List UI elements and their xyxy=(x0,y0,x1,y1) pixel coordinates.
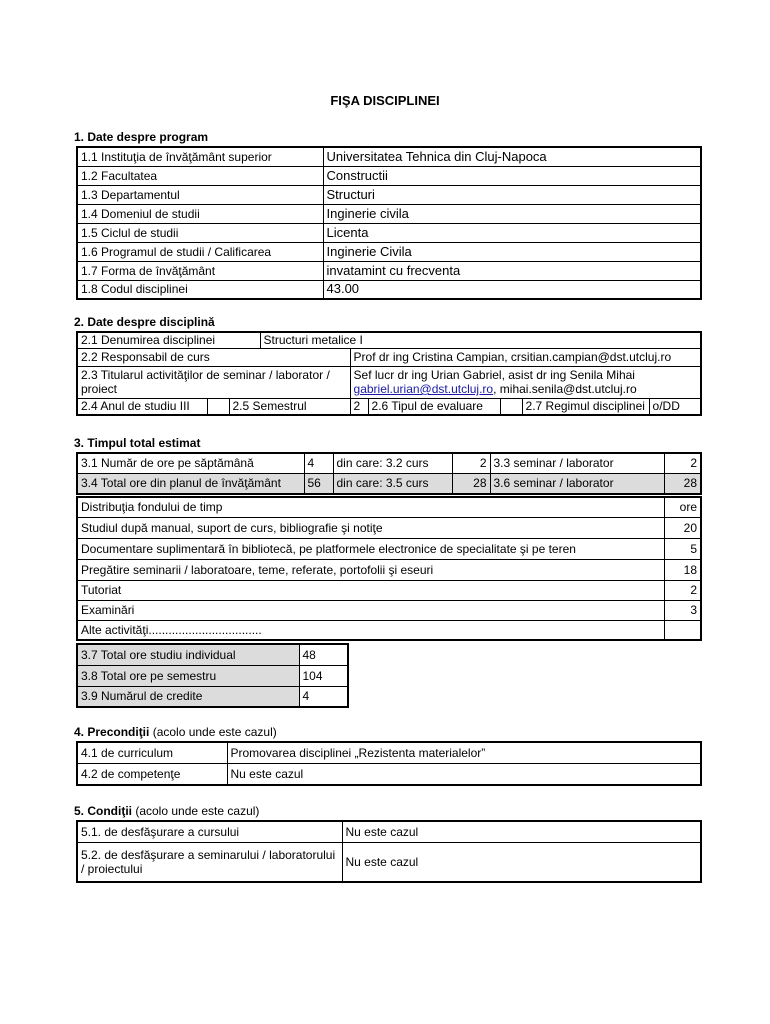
table-row: 2.2 Responsabil de curs Prof dr ing Cristina Campian, crsitian.campian@dst.utcluj.ro xyxy=(77,348,701,366)
table-row: 1.6 Programul de studii / Calificarea Inginerie Civila xyxy=(77,242,701,261)
section-2-heading: 2. Date despre disciplină xyxy=(74,315,215,329)
table-row: 5.1. de desfăşurare a cursului Nu este cazul xyxy=(77,821,701,842)
an-studiu-value: III xyxy=(179,399,190,414)
table-row: 1.2 Facultatea Constructii xyxy=(77,166,701,185)
document-title: FIŞA DISCIPLINEI xyxy=(330,93,440,108)
semestru-label: 2.5 Semestrul xyxy=(229,398,350,415)
time-distribution-table xyxy=(76,496,702,641)
table-row: 2.1 Denumirea disciplinei Structuri metalice I xyxy=(77,332,701,348)
table-row: 3.4 Total ore din planul de învăţământ 56 din care: 3.5 curs 28 3.6 seminar / laborator 28 xyxy=(77,473,701,494)
table-row: 3.8 Total ore pe semestru 104 xyxy=(77,665,348,686)
table-row: Documentare suplimentară în bibliotecă, pe platformele electronice de specialitate şi pe teren 5 xyxy=(77,538,701,559)
table-row: 1.4 Domeniul de studii Inginerie civila xyxy=(77,204,701,223)
tip-evaluare-label: 2.6 Tipul de evaluare xyxy=(368,398,500,415)
titular-names: Sef lucr dr ing Urian Gabriel, asist dr ing Senila Mihai xyxy=(353,368,635,382)
totals-table xyxy=(76,643,349,708)
table-row: Alte activităţi.................................. xyxy=(77,620,701,640)
table-row: 1.5 Ciclul de studii Licenta xyxy=(77,223,701,242)
section-5-heading: 5. Condiţii (acolo unde este cazul) xyxy=(74,804,260,818)
table-row: Distribuţia fondului de timp ore xyxy=(77,497,701,517)
table-row: 2.3 Titularul activităţilor de seminar / laborator / proiect Sef lucr dr ing Urian Gabriel, asist dr ing Senila Mihai gabriel.urian@dst.utcluj.ro, mihai.senila@dst.utcluj.ro xyxy=(77,366,701,398)
regim-label: 2.7 Regimul disciplinei xyxy=(522,398,649,415)
table-row: 5.2. de desfăşurare a seminarului / laboratorului / proiectului Nu este cazul xyxy=(77,842,701,882)
table-row: 1.3 Departamentul Structuri xyxy=(77,185,701,204)
email-link[interactable]: gabriel.urian@dst.utcluj.ro xyxy=(353,382,494,396)
table-row xyxy=(77,398,701,415)
table-row: 1.7 Forma de învăţământ invatamint cu frecventa xyxy=(77,261,701,280)
an-studiu-label: 2.4 Anul de studiu xyxy=(81,399,177,414)
section-1-heading: 1. Date despre program xyxy=(74,130,209,144)
table-row: Pregătire seminarii / laboratoare, teme, referate, portofolii şi eseuri 18 xyxy=(77,559,701,580)
table-row: 3.1 Număr de ore pe săptămână 4 din care: 3.2 curs 2 3.3 seminar / laborator 2 xyxy=(77,453,701,473)
program-table xyxy=(76,146,702,300)
semestru-value: 2 xyxy=(350,398,368,415)
table-row: Tutoriat 2 xyxy=(77,580,701,600)
time-table-top xyxy=(76,452,702,495)
discipline-table xyxy=(76,331,702,416)
table-row: 4.2 de competenţe Nu este cazul xyxy=(77,763,701,785)
regim-value: o/DD xyxy=(649,398,701,415)
table-row: Studiul după manual, suport de curs, bibliografie şi notiţe 20 xyxy=(77,517,701,538)
table-row: Examinări 3 xyxy=(77,600,701,620)
table-row: 3.7 Total ore studiu individual 48 xyxy=(77,644,348,665)
section-4-heading: 4. Precondiţii (acolo unde este cazul) xyxy=(74,725,277,739)
table-row: 4.1 de curriculum Promovarea disciplinei „Rezistenta materialelor” xyxy=(77,742,701,763)
table-row: 3.9 Numărul de credite 4 xyxy=(77,686,348,707)
table-row: 1.1 Instituţia de învăţământ superior Universitatea Tehnica din Cluj-Napoca xyxy=(77,147,701,166)
section-3-heading: 3. Timpul total estimat xyxy=(74,436,201,450)
titular-email-rest: , mihai.senila@dst.utcluj.ro xyxy=(493,382,637,396)
preconditions-table xyxy=(76,741,702,786)
conditions-table xyxy=(76,820,702,883)
tip-evaluare-value xyxy=(500,398,522,415)
table-row: 1.8 Codul disciplinei 43.00 xyxy=(77,280,701,299)
